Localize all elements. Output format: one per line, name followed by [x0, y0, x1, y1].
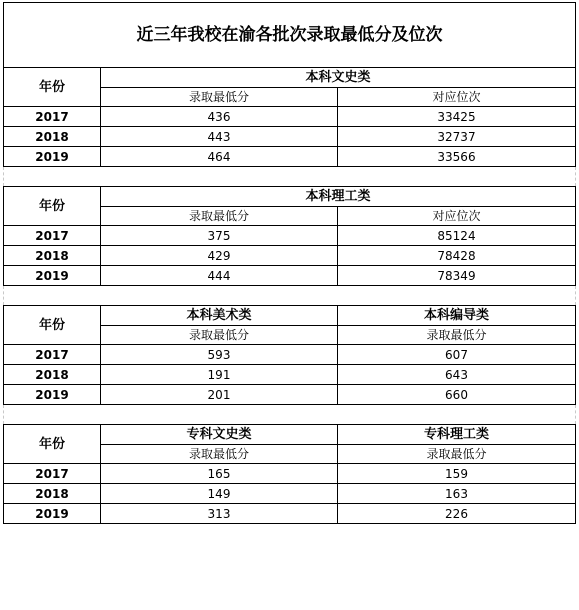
value-cell: 436	[101, 107, 338, 127]
column-header: 录取最低分	[338, 326, 576, 345]
table-row	[4, 226, 576, 246]
value-cell: 593	[101, 345, 338, 365]
value-cell: 444	[101, 266, 338, 286]
value-cell: 33425	[338, 107, 576, 127]
value-cell: 429	[101, 246, 338, 266]
year-cell: 2017	[4, 107, 101, 127]
column-header: 录取最低分	[338, 445, 576, 464]
table-row	[4, 345, 576, 365]
spacer-cell	[4, 167, 576, 187]
column-header: 录取最低分	[101, 445, 338, 464]
page-title: 近三年我校在渝各批次录取最低分及位次	[4, 3, 576, 68]
value-cell: 32737	[338, 127, 576, 147]
value-cell: 163	[338, 484, 576, 504]
section-spacer	[4, 167, 576, 187]
section-header-row	[4, 68, 576, 88]
admission-scores-table	[3, 2, 576, 524]
value-cell: 78428	[338, 246, 576, 266]
table-row	[4, 484, 576, 504]
year-column-header: 年份	[4, 306, 101, 345]
value-cell: 149	[101, 484, 338, 504]
table-row	[4, 464, 576, 484]
column-header: 对应位次	[338, 207, 576, 226]
table-row	[4, 266, 576, 286]
spacer-cell	[4, 286, 576, 306]
column-header: 录取最低分	[101, 88, 338, 107]
section-spacer	[4, 405, 576, 425]
value-cell: 607	[338, 345, 576, 365]
value-cell: 201	[101, 385, 338, 405]
table-row	[4, 107, 576, 127]
value-cell: 33566	[338, 147, 576, 167]
value-cell: 165	[101, 464, 338, 484]
year-cell: 2019	[4, 385, 101, 405]
table-row	[4, 365, 576, 385]
year-cell: 2017	[4, 345, 101, 365]
value-cell: 78349	[338, 266, 576, 286]
value-cell: 313	[101, 504, 338, 524]
year-column-header: 年份	[4, 187, 101, 226]
year-cell: 2018	[4, 246, 101, 266]
value-cell: 643	[338, 365, 576, 385]
column-header: 录取最低分	[101, 326, 338, 345]
year-cell: 2017	[4, 226, 101, 246]
year-cell: 2019	[4, 504, 101, 524]
category-header: 本科理工类	[101, 187, 576, 207]
value-cell: 375	[101, 226, 338, 246]
year-cell: 2017	[4, 464, 101, 484]
year-column-header: 年份	[4, 68, 101, 107]
year-cell: 2019	[4, 147, 101, 167]
value-cell: 159	[338, 464, 576, 484]
category-header: 本科美术类	[101, 306, 338, 326]
table-row	[4, 127, 576, 147]
category-header: 专科理工类	[338, 425, 576, 445]
column-header: 对应位次	[338, 88, 576, 107]
spacer-cell	[4, 405, 576, 425]
table-row	[4, 504, 576, 524]
title-row	[4, 3, 576, 68]
year-cell: 2018	[4, 484, 101, 504]
value-cell: 85124	[338, 226, 576, 246]
section-header-row	[4, 187, 576, 207]
value-cell: 191	[101, 365, 338, 385]
value-cell: 660	[338, 385, 576, 405]
year-cell: 2018	[4, 365, 101, 385]
section-spacer	[4, 286, 576, 306]
section-header-row	[4, 306, 576, 326]
value-cell: 226	[338, 504, 576, 524]
value-cell: 443	[101, 127, 338, 147]
year-cell: 2019	[4, 266, 101, 286]
year-cell: 2018	[4, 127, 101, 147]
table-row	[4, 385, 576, 405]
column-header: 录取最低分	[101, 207, 338, 226]
section-header-row	[4, 425, 576, 445]
year-column-header: 年份	[4, 425, 101, 464]
value-cell: 464	[101, 147, 338, 167]
table-row	[4, 246, 576, 266]
category-header: 本科文史类	[101, 68, 576, 88]
category-header: 本科编导类	[338, 306, 576, 326]
admission-scores-document	[3, 2, 575, 524]
category-header: 专科文史类	[101, 425, 338, 445]
table-row	[4, 147, 576, 167]
